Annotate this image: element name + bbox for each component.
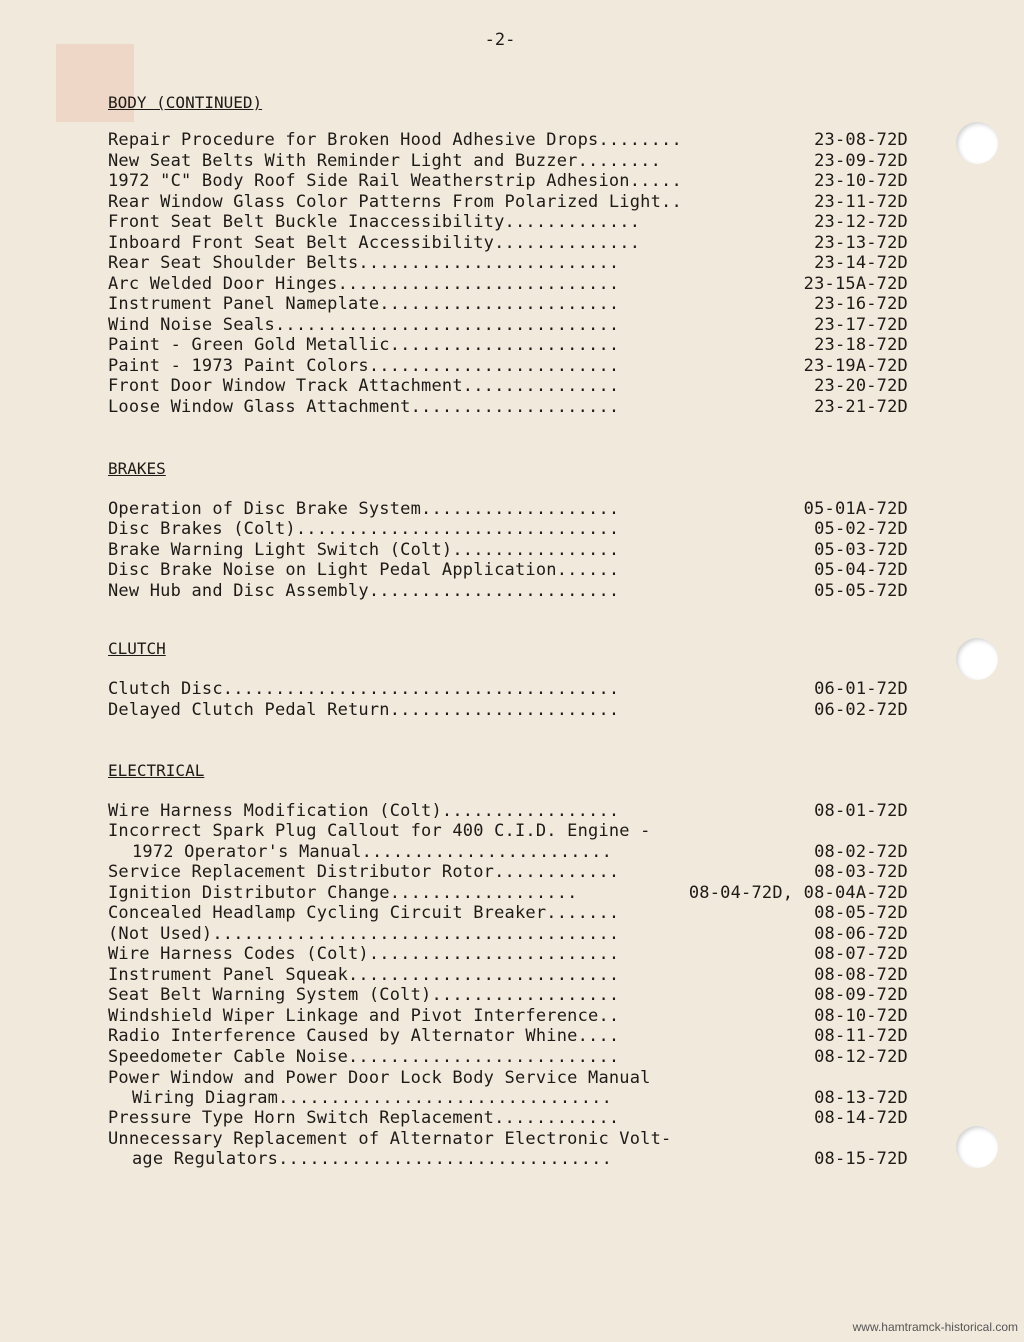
entry-title: Operation of Disc Brake System................... xyxy=(108,499,620,519)
entry-title: Seat Belt Warning System (Colt).................. xyxy=(108,985,620,1005)
entry-title: Disc Brake Noise on Light Pedal Application...... xyxy=(108,560,620,580)
entry-title: Instrument Panel Squeak.......................... xyxy=(108,965,620,985)
bulletin-number: 08-07-72D xyxy=(814,944,908,964)
entry-title: Disc Brakes (Colt)............................... xyxy=(108,519,620,539)
index-entry xyxy=(108,985,908,1005)
entry-title: Wire Harness Codes (Colt)........................ xyxy=(108,944,620,964)
entry-title: Rear Seat Shoulder Belts......................... xyxy=(108,253,620,273)
index-entry xyxy=(108,944,908,964)
entry-title: Speedometer Cable Noise.......................... xyxy=(108,1047,620,1067)
entry-title: Front Door Window Track Attachment............... xyxy=(108,376,620,396)
entry-title: Wiring Diagram................................ xyxy=(132,1088,613,1108)
entry-title: Unnecessary Replacement of Alternator Electronic Volt- xyxy=(108,1129,672,1149)
entry-title: New Hub and Disc Assembly........................ xyxy=(108,581,620,601)
bulletin-number: 23-14-72D xyxy=(814,253,908,273)
bulletin-number: 23-20-72D xyxy=(814,376,908,396)
bulletin-number: 08-10-72D xyxy=(814,1006,908,1026)
index-entry xyxy=(108,151,908,171)
index-entry xyxy=(108,519,908,539)
index-entry xyxy=(108,1129,908,1149)
entry-title: Clutch Disc...................................... xyxy=(108,679,620,699)
index-entry xyxy=(108,192,908,212)
index-entry xyxy=(108,1108,908,1128)
entry-title: Repair Procedure for Broken Hood Adhesive Drops........ xyxy=(108,130,682,150)
entry-title: Instrument Panel Nameplate....................... xyxy=(108,294,620,314)
index-entry xyxy=(108,335,908,355)
entry-title: Front Seat Belt Buckle Inaccessibility............. xyxy=(108,212,641,232)
binder-hole-middle xyxy=(956,638,998,680)
bulletin-number: 05-01A-72D xyxy=(803,499,908,519)
index-entry xyxy=(108,801,908,821)
entry-title: Windshield Wiper Linkage and Pivot Interference.. xyxy=(108,1006,620,1026)
index-entry xyxy=(108,233,908,253)
index-entry xyxy=(108,315,908,335)
index-entry xyxy=(108,356,908,376)
bulletin-number: 23-10-72D xyxy=(814,171,908,191)
binder-hole-bottom xyxy=(956,1126,998,1168)
bulletin-number: 23-18-72D xyxy=(814,335,908,355)
index-entry xyxy=(108,253,908,273)
entry-title: Arc Welded Door Hinges........................... xyxy=(108,274,620,294)
index-entry xyxy=(108,212,908,232)
bulletin-number: 08-01-72D xyxy=(814,801,908,821)
index-entry xyxy=(108,965,908,985)
bulletin-number: 23-21-72D xyxy=(814,397,908,417)
bulletin-number: 23-11-72D xyxy=(814,192,908,212)
bulletin-number: 23-13-72D xyxy=(814,233,908,253)
entry-title: Service Replacement Distributor Rotor............ xyxy=(108,862,620,882)
entry-title: Wind Noise Seals................................. xyxy=(108,315,620,335)
bulletin-number: 23-08-72D xyxy=(814,130,908,150)
index-entry xyxy=(108,560,908,580)
bulletin-number: 08-05-72D xyxy=(814,903,908,923)
bulletin-number: 06-02-72D xyxy=(814,700,908,720)
index-entry xyxy=(108,581,908,601)
index-entry xyxy=(108,1088,908,1108)
bulletin-number: 08-11-72D xyxy=(814,1026,908,1046)
entry-title: Brake Warning Light Switch (Colt)................ xyxy=(108,540,620,560)
index-entry xyxy=(108,130,908,150)
section-title: CLUTCH xyxy=(108,639,166,658)
index-entry xyxy=(108,397,908,417)
binder-hole-top xyxy=(956,122,998,164)
entry-title: New Seat Belts With Reminder Light and Buzzer........ xyxy=(108,151,662,171)
index-entry xyxy=(108,171,908,191)
entry-title: Incorrect Spark Plug Callout for 400 C.I.D. Engine - xyxy=(108,821,651,841)
bulletin-number: 08-14-72D xyxy=(814,1108,908,1128)
bulletin-number: 05-04-72D xyxy=(814,560,908,580)
bulletin-number: 08-08-72D xyxy=(814,965,908,985)
entry-title: Delayed Clutch Pedal Return...................... xyxy=(108,700,620,720)
bulletin-number: 08-12-72D xyxy=(814,1047,908,1067)
index-entry xyxy=(108,924,908,944)
bulletin-number: 08-09-72D xyxy=(814,985,908,1005)
bulletin-number: 23-16-72D xyxy=(814,294,908,314)
bulletin-number: 05-05-72D xyxy=(814,581,908,601)
entry-title: Wire Harness Modification (Colt)................. xyxy=(108,801,620,821)
bulletin-number: 08-06-72D xyxy=(814,924,908,944)
bulletin-number: 08-03-72D xyxy=(814,862,908,882)
index-entry xyxy=(108,1006,908,1026)
index-entry xyxy=(108,1068,908,1088)
index-entry xyxy=(108,1047,908,1067)
entry-title: 1972 Operator's Manual........................ xyxy=(132,842,613,862)
entry-title: Inboard Front Seat Belt Accessibility.............. xyxy=(108,233,641,253)
entry-title: Paint - Green Gold Metallic...................... xyxy=(108,335,620,355)
entry-title: (Not Used)....................................... xyxy=(108,924,620,944)
index-entry xyxy=(108,499,908,519)
entry-title: Ignition Distributor Change.................. xyxy=(108,883,578,903)
index-entry xyxy=(108,274,908,294)
section-title: BRAKES xyxy=(108,459,166,478)
section-title: BODY (CONTINUED) xyxy=(108,93,263,112)
section-title: ELECTRICAL xyxy=(108,761,205,780)
bulletin-number: 06-01-72D xyxy=(814,679,908,699)
index-entry xyxy=(108,679,908,699)
entry-title: age Regulators................................ xyxy=(132,1149,613,1169)
index-entry xyxy=(108,294,908,314)
index-entry xyxy=(108,862,908,882)
bulletin-number: 05-02-72D xyxy=(814,519,908,539)
bulletin-number: 23-15A-72D xyxy=(803,274,908,294)
bulletin-number: 08-15-72D xyxy=(814,1149,908,1169)
bulletin-number: 23-19A-72D xyxy=(803,356,908,376)
bulletin-number: 08-02-72D xyxy=(814,842,908,862)
index-entry xyxy=(108,540,908,560)
bulletin-number: 23-17-72D xyxy=(814,315,908,335)
index-entry xyxy=(108,821,908,841)
entry-title: Power Window and Power Door Lock Body Service Manual xyxy=(108,1068,651,1088)
entry-title: Rear Window Glass Color Patterns From Polarized Light.. xyxy=(108,192,682,212)
bulletin-number: 23-12-72D xyxy=(814,212,908,232)
bulletin-number: 05-03-72D xyxy=(814,540,908,560)
index-entry xyxy=(108,903,908,923)
entry-title: Concealed Headlamp Cycling Circuit Breaker....... xyxy=(108,903,620,923)
index-entry xyxy=(108,1149,908,1169)
entry-title: 1972 "C" Body Roof Side Rail Weatherstrip Adhesion..... xyxy=(108,171,682,191)
entry-title: Pressure Type Horn Switch Replacement............ xyxy=(108,1108,620,1128)
bulletin-number: 23-09-72D xyxy=(814,151,908,171)
entry-title: Loose Window Glass Attachment.................... xyxy=(108,397,620,417)
index-entry xyxy=(108,700,908,720)
bulletin-number: 08-13-72D xyxy=(814,1088,908,1108)
bulletin-number: 08-04-72D, 08-04A-72D xyxy=(688,883,908,903)
entry-title: Radio Interference Caused by Alternator Whine.... xyxy=(108,1026,620,1046)
watermark-url: www.hamtramck-historical.com xyxy=(852,1320,1018,1334)
index-entry xyxy=(108,842,908,862)
index-entry xyxy=(108,883,908,903)
entry-title: Paint - 1973 Paint Colors........................ xyxy=(108,356,620,376)
index-entry xyxy=(108,376,908,396)
index-entry xyxy=(108,1026,908,1046)
page-number: -2- xyxy=(484,30,516,50)
